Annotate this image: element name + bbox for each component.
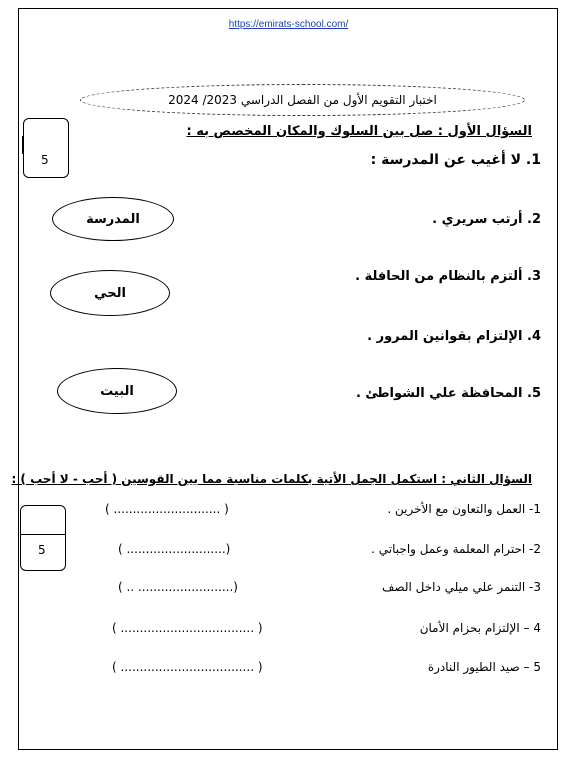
q2-item-3: 3- التنمر علي ميلي داخل الصف xyxy=(382,580,541,594)
q2-answer-blank-2[interactable]: ( ..........................) xyxy=(118,542,231,556)
q1-item-4: 4. الإلتزام بقوانين المرور . xyxy=(367,329,541,344)
q2-item-1: 1- العمل والتعاون مع الأخرين . xyxy=(387,502,541,516)
place-oval-neighborhood[interactable] xyxy=(50,270,170,316)
source-url-link[interactable]: https://emirats-school.com/ xyxy=(228,19,349,30)
place-label-home: البيت xyxy=(100,383,134,399)
place-oval-school[interactable] xyxy=(52,197,174,241)
q1-item-1: 1. لا أغيب عن المدرسة : xyxy=(370,152,541,168)
q1-heading: السؤال الأول : صل بين السلوك والمكان المخصص به : xyxy=(186,124,532,139)
exam-title: اختبار التقويم الأول من الفصل الدراسي 2023/ 2024 xyxy=(168,93,437,107)
place-label-school: المدرسة xyxy=(86,211,140,227)
q1-item-3: 3. ألتزم بالنظام من الحافلة . xyxy=(355,269,541,284)
q1-margin-mark xyxy=(22,136,24,154)
q2-score-divider xyxy=(20,534,66,535)
place-oval-home[interactable] xyxy=(57,368,177,414)
q2-heading: السؤال الثاني : استكمل الجمل الأتية بكلمات مناسبة مما بين القوسين ( أحب - لا أحب ) : xyxy=(11,472,532,486)
q2-answer-blank-4[interactable]: ( ................................... ) xyxy=(112,621,263,635)
place-label-neighborhood: الحي xyxy=(94,285,126,301)
q1-score-box xyxy=(23,118,69,178)
q1-score: 5 xyxy=(41,153,49,167)
q2-score-box xyxy=(20,505,66,571)
q2-answer-blank-1[interactable]: ( ............................ ) xyxy=(105,502,229,516)
q2-item-4: 4 – الإلتزام بحزام الأمان xyxy=(419,621,541,635)
q1-item-2: 2. أرتب سريري . xyxy=(432,212,541,227)
q2-answer-blank-5[interactable]: ( ................................... ) xyxy=(112,660,263,674)
q2-answer-blank-3[interactable]: ( .. .........................) xyxy=(118,580,238,594)
q2-item-5: 5 – صيد الطيور النادرة xyxy=(427,660,541,674)
q1-item-5: 5. المحافظة علي الشواطئ . xyxy=(355,386,541,401)
q2-score: 5 xyxy=(38,543,46,557)
q2-item-2: 2- احترام المعلمة وعمل واجباتي . xyxy=(371,542,541,556)
